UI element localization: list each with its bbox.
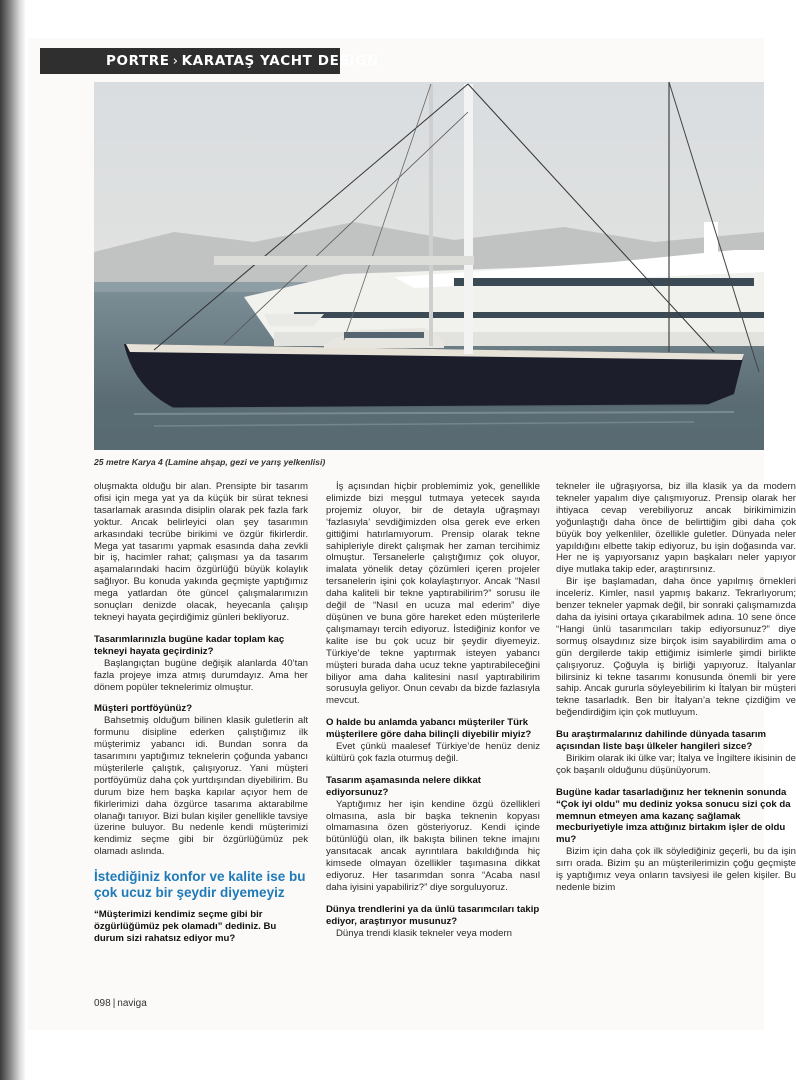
paragraph: Başlangıçtan bugüne değişik alanlarda 40’tan fazla projeye imza atmış durumdayız. Ama her dönem popüler teknelerimiz olmuştur. — [94, 657, 308, 693]
paragraph: Yaptığımız her işin kendine özgü özellikleri olmasına, asla bir başka teknenin kopyası olmamasına özen gösteriyoruz. Kendi içinde bütünlüğü olan, ilk bakışta bilinen tekne imajını yansıtacak ancak ayrıntılara bakıldığında hiç kimsede olmayan özellikler taşımasına dikkat ediyoruz. Her tasarımdan sonra “Acaba nasıl daha iyisini yapabiliriz?” diye sorguluyoruz. — [326, 798, 540, 893]
footer-separator: | — [112, 998, 116, 1009]
paragraph: Dünya trendi klasik tekneler veya modern — [336, 927, 512, 939]
question-heading: “Müşterimizi kendimiz seçme gibi bir özgürlüğümüz pek olamadı” dediniz. Bu durum sizi rahatsız ediyor mu? — [94, 909, 277, 945]
text-column-2 — [326, 481, 540, 940]
text-column-1 — [94, 481, 308, 945]
magazine-page — [28, 38, 796, 1030]
page-number: 098 — [94, 998, 111, 1009]
yacht-illustration — [94, 82, 764, 450]
paragraph: Bizim için daha çok ilk söylediğiniz geçerli, bu da işin sırrı orada. Bizim şu an müşterilerimizin çoğu geçmişte iş yaptığımız veya onların tavsiyesi ile gelen kişiler. Bu nedenle bizim — [556, 846, 796, 893]
question-heading: Dünya trendlerini ya da ünlü tasarımcıları takip ediyor, araştırıyor musunuz? — [326, 903, 540, 927]
paragraph: Evet çünkü maalesef Türkiye’de henüz deniz kültürü çok fazla oturmuş değil. — [326, 741, 540, 764]
yacht-photo — [94, 82, 764, 450]
section-label: PORTRE — [106, 53, 170, 69]
paragraph: İş açısından hiçbir problemimiz yok, genellikle elimizde bizi meşgul tutmaya yetecek sayıda projemiz oluyor, bir de detayla uğraşmayı ‘fazlasıyla’ sevdiğimizden olsa gerek eve erken gittiğimi hatırlamıyorum. Prensip olarak tekne sahipleriyle direkt çalışmak her zaman tercihimiz olmuştur. Tersanelerle çalıştığımız çok oluyor, imalata yönelik detay çözümleri içeren projeler tersanelerin işini çok kolaylaştırıyor. Ancak “Nasıl daha kaliteli bir tekne yaptırabilirim?” sorusu ile değil de “Nasıl en ucuza mal ederim” diye düşünen ve buna göre hareket eden müşterilerle çalışmamayı tercih ediyoruz. İstediğiniz konfor ve kalite ise bu çok ucuz bir şeydir diyemeyiz. Türkiye’de tekne yaptırmak isteyen yabancı müşteri burada daha ucuz tekne yaptırabileceğini biliyor ama daha kalitesini nasıl yaptırabilirim sorusuyla geliyor. Onun cevabı da bizde fazlasıyla mevcut. — [326, 481, 540, 707]
paragraph: Bahsetmiş olduğum bilinen klasik guletlerin alt formunu disipline ederken çalıştığımız ilk müşterimiz yabancı idi. Bundan sonra da tasarımını yaptığımız teknelerin çoğunda yabancı müşterilerle çalıştık, çalışıyoruz. Yani müşteri portföyümüz daha çok yurtdışından diyebilirim. Bu durum bize hem başka kapılar açıyor hem de fikirlerimizi daha özgürce tasarıma aktarabilme olanağı tanıyor. Bizi bulan kişiler genellikle tavsiye üzerine buluyor. Bu nedenle kendi müşterimizi kendimiz seçme gibi bir özgürlüğümüz pek olamadı aslında. — [94, 715, 308, 858]
question-heading: Bugüne kadar tasarladığınız her teknenin sonunda “Çok iyi oldu” mu dediniz yoksa sonucu sizi çok da memnun etmeyen ama kazanç sağlamak mecburiyetiyle imza attığınız birtakım işler de oldu mu? — [556, 786, 791, 846]
pull-quote: İstediğiniz konfor ve kalite ise bu çok ucuz bir şeydir diyemeyiz — [94, 869, 306, 901]
chevron-right-icon: › — [172, 53, 179, 69]
paragraph: tekneler ile uğraşıyorsa, biz illa klasik ya da modern tekneler yapalım diye çalışmıyoruz. Prensip olarak her ihtiyaca cevap verebiliyoruz ancak birikimimizin yoğunlaştığı daha önce de belirttiğim gibi daha çok büyük boy yelkenliler, özellikle guletler. Dünyada neler yapıldığını elbette takip ediyoruz, bu işin doğasında var. Her ne iş yapıyorsanız yapın başkaları neler yapıyor diye mutlaka takip eder, araştırırsınız. — [556, 481, 796, 576]
section-header — [40, 48, 379, 74]
question-heading: Tasarım aşamasında nelere dikkat ediyorsunuz? — [326, 774, 482, 798]
page-footer — [94, 998, 147, 1009]
photo-caption: 25 metre Karya 4 (Lamine ahşap, gezi ve yarış yelkenlisi) — [94, 457, 326, 467]
paragraph: Birikim olarak iki ülke var; İtalya ve İngiltere ikisinin de çok başarılı olduğunu düşünüyorum. — [556, 752, 796, 776]
binding-shadow — [0, 0, 26, 1080]
question-heading: Tasarımlarınızla bugüne kadar toplam kaç tekneyi hayata geçirdiniz? — [94, 633, 285, 657]
article-title: KARATAŞ YACHT DESIGN — [181, 53, 379, 69]
paragraph: oluşmakta olduğu bir alan. Prensipte bir tasarım ofisi için mega yat ya da küçük bir sürat teknesi tasarlamak arasında disiplin olarak pek fazla fark yoktur. Ancak belirleyici olan şey tasarımın arkasındaki tecrübe birikimi ve özgür fikirlerdir. Mega yat tasarımı yapmak esasında daha zevkli bir iş, hacimler rahat; çalışması ya da tasarım aşamalarındaki hacim özgürlüğü büyük kolaylık sağlıyor. Bu konuda yakında geçmişte yaptığımız mega yatlardan öte güncel çalışmalarımızın sonuçları denizde olacak, heyecanla çalışıp tekneyi hayata geçirdiğimiz günleri bekliyoruz. — [94, 481, 308, 623]
magazine-name: naviga — [117, 998, 147, 1009]
paragraph: Bir işe başlamadan, daha önce yapılmış örnekleri inceleriz. Kimler, nasıl yapmış bakarız. Tekrarlıyorum; benzer tekneler yapmak değil, bir sonraki çalışmamızda daha da iyisini ortaya çıkarabilmek adına. 10 sene önce “Hangi ünlü tasarımcıları takip ediyorsunuz?” diye sormuş olsaydınız size birçok isim sayabilirdim ama o gün dergilerde takip ettiğimiz isimlerle şimdi birlikte çalışıyoruz. Çoğuyla iş birliği yapıyoruz. İtalyanlar bilirsiniz ki tekne tasarımı konusunda önemli bir yere sahip. Ancak gururla söyleyebilirim ki İtalyan bir müşteri tekne tasarladık. Ben bir İtalyan’a tekne çizdiğim ve beğendirdiğim için çok mutluyum. — [556, 576, 796, 719]
question-heading: Müşteri portföyünüz? — [94, 703, 193, 715]
text-column-3 — [556, 481, 796, 894]
question-heading: Bu araştırmalarınız dahilinde dünyada tasarım açısından liste başı ülkeler hangileri sizce? — [556, 729, 767, 753]
question-heading: O halde bu anlamda yabancı müşteriler Türk müşterilere göre daha bilinçli diyebilir miyiz? — [326, 717, 532, 741]
